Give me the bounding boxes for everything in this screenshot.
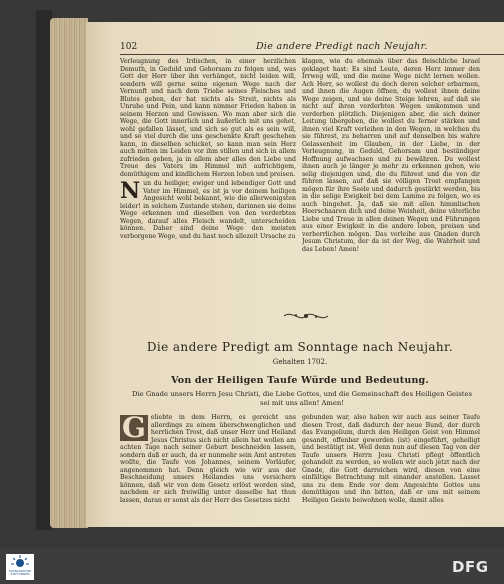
left-column-bottom xyxy=(120,414,296,524)
paragraph-prayer: Nun du heiliger, ewiger und lebendiger Gott und Vater im Himmel, es ist ja vor deinem heiligen Angesicht wohl bekannt, wie die allerwenigsten leider! in solchem Zustande stehen, darinnen sie deine Wege erkennen und dieselben von den verderbten Wegen, darauf alles Fleisch wandelt, unterscheiden können. Daher sind deine Wege den meisten verborgene Wege, und du hast noch allezeit Ursache zu xyxy=(120,178,296,240)
header-rule xyxy=(120,54,504,55)
paragraph: G eliebte in dem Herrn, es gereicht uns allerdings zu einem überschwenglichen und herrlichen Trost, daß unser Herr und Heiland Jesus Christus sich nicht allein hat wollen am achten Tage nach seiner Geburt beschneiden lassen, sondern daß er auch, da er nunmehr sein Amt antreten wollte, die Taufe von Johannes, seinem Vorläufer, angenommen hat. Denn gleich wie wir aus der Beschneidung unsers Heilandes uns versichern können, daß wir von dem Gesetz erlöst worden sind, nachdem er sich freiwillig unter dasselbe hat thun lassen, daran er sonst als der Herr des Gesetzes nicht xyxy=(120,414,296,504)
sermon-title: Die andere Predigt am Sonntage nach Neujahr. xyxy=(146,340,454,354)
paragraph: Verleugnung des Irdischen, in einer herzlichen Demuth, in Geduld und Gehorsam zu folgen und, was Gott der Herr über ihn verhänget, nicht leiden will, sondern will gerne seine eigenen Wege nach der Vernunft und nach dem Triebe seines Fleisches und Blutes gehen, der hat nichts als Streit, nichts als Unruhe und Pein, und kann nimmer Frieden haben in seinem Herzen und Gewissen. Wo man aber sich die Wege, die Gott innerlich und äußerlich mit uns gehet, wohl gefallen lässet, und sich so gut als es sein will, und so viel durch die uns geschenkte Kraft geschehen kann, in dieselben schicket, so kann man sein Herz auch mitten im Leiden vor ihm stillen und sich in allem zufrieden geben, ja in allem aber alles den Liebe und Treue des Vaters im Himmel mit aufrichtigem, demüthigem und kindlichem Herzen loben und preisen. xyxy=(120,58,296,178)
paragraph: klagen, wie du ehemals über das fleischliche Israel geklaget hast: Es sind Leute, deren Herz immer den Irrweg will, und die meine Wege nicht lernen wollen. Ach Herr, so wollest du doch deren solcher erbarmen, und ihnen die Augen öffnen, du wollest ihnen deine Wege zeigen, und sie deine Steige lehren, auf daß sie nicht auf ihren verderbten Wegen umkommen und verderben plötzlich. Diejenigen aber, die sich deiner Leitung übergeben, die wollest du ferner stärken und ihnen viel Kraft verleihen in den Wegen, in welchen du sie führest, zu beharren und auf denselben bis wahre Gelassenheit im Glauben, in der Liebe, in der Verleugnung, in Geduld, Gehorsam und beständiger Hoffnung aufwachsen und zu bewähren. Du wollest ihnen auch je länger je mehr zu erkennen geben, wie selig diejenigen sind, die du führest und die von dir führen lassen, auf daß sie völligen Trost empfangen mögen für ihre Seele und dadurch gestärkt werden, bis in die selige Ewigkeit bei dem Lamme zu folgen, wo es auch hingehet. Ja, daß sie mit allen himmlischen Heerschaaren dich und deine Weisheit, deine väterliche Liebe und Treue in allen deinen Wegen und Führungen aus einer Ewigkeit in die andere loben, preisen und verherrlichen mögen. Das verleihe aus Gnaden durch Jesum Christum, der da ist der Weg, die Wahrheit und das Leben! Amen! xyxy=(302,58,480,253)
paragraph: gebunden war, also haben wir auch aus seiner Taufe diesen Trost, daß dadurch der neue Bund, der durch das Evangelium, durch den Heiligen Geist von Himmel gesandt, offenbar geworden (ist) eingeführt, geheiligt und bestätigt ist. Weil denn nun auf diesen Tag von der Taufe unsers Herrn Jesu Christi pflegt öffentlich gehandelt zu werden, so wollen wir auch jetzt nach der Gnade, die Gott darreichen wird, diesen von eine einfältige Betrachtung mit einander anstellen. Lasset uns zu dem Ende vor dem Angesichte Gottes uns demüthigen und ihn bitten, daß er uns mit seinem Heiligen Geiste beiwohnen wolle, damit alles xyxy=(302,414,480,504)
dfg-logo[interactable]: DFG xyxy=(452,558,489,576)
book-page xyxy=(86,22,504,527)
drop-cap: G xyxy=(122,414,146,444)
sermon-date: Gehalten 1702. xyxy=(272,358,328,366)
logo-caption: FRANCKESCHE STIFTUNGEN xyxy=(8,569,32,577)
page-stack-edges xyxy=(50,18,88,528)
running-title: Die andere Predigt nach Neujahr. xyxy=(256,41,428,52)
left-column-top xyxy=(120,58,296,292)
right-column-bottom xyxy=(302,414,480,524)
sun-logo-icon xyxy=(6,554,34,570)
viewer-footer xyxy=(0,548,504,584)
drop-cap: N xyxy=(120,178,141,204)
intro-blessing: Die Gnade unsers Herrn Jesu Christi, die Liebe Gottes, und die Gemeinschaft des Heiligen Geistes sei mit uns allen! Amen! xyxy=(132,390,472,407)
topic-title: Von der Heiligen Taufe Würde und Bedeutung. xyxy=(171,375,429,386)
ornament-icon xyxy=(282,310,330,322)
right-column-top xyxy=(302,58,480,300)
page-number: 102 xyxy=(120,42,138,52)
institution-logo[interactable] xyxy=(6,554,34,580)
